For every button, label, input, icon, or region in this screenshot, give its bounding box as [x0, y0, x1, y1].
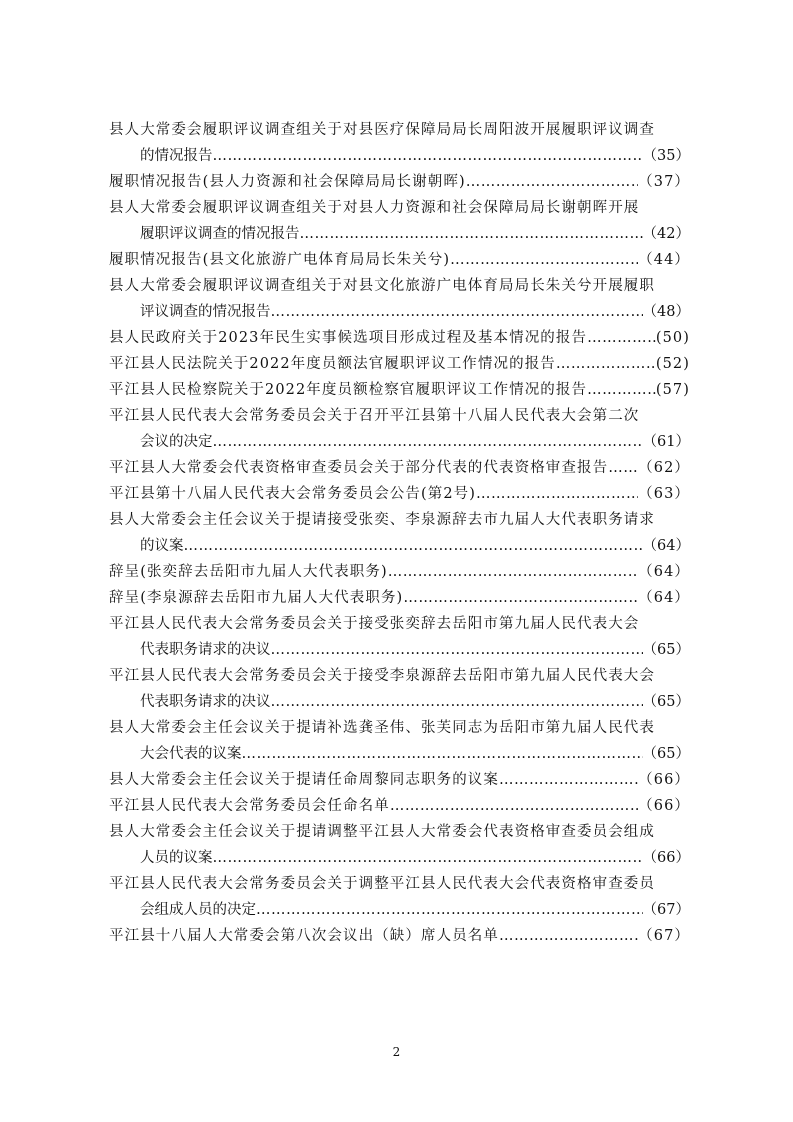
- toc-entry-text: 平江县第十八届人民代表大会常务委员会公告(第2号): [109, 486, 477, 502]
- toc-entry[interactable]: [109, 325, 690, 351]
- dot-leader: [271, 299, 643, 325]
- toc-entry[interactable]: [109, 715, 690, 767]
- toc-entry-page: （66）: [638, 772, 690, 788]
- toc-entry-title: [109, 585, 690, 611]
- toc-entry-page: （67）: [638, 928, 690, 944]
- toc-entry-title: [109, 923, 690, 949]
- toc-entry[interactable]: [109, 377, 690, 403]
- toc-entry-page: （65）: [642, 642, 690, 658]
- toc-entry-title: [109, 325, 690, 351]
- dot-leader: [499, 923, 638, 949]
- toc-entry-title: [109, 195, 690, 221]
- toc-entry-title-continued: [109, 533, 690, 559]
- toc-entry-title: [109, 377, 690, 403]
- toc-entry-text: 的情况报告: [140, 148, 213, 164]
- toc-entry-page: （42）: [642, 226, 690, 242]
- toc-entry-text: 县人大常委会主任会议关于提请调整平江县人大常委会代表资格审查委员会组成: [109, 824, 655, 840]
- dot-leader: [390, 793, 638, 819]
- toc-entry[interactable]: [109, 117, 690, 169]
- toc-entry-text: 平江县人民代表大会常务委员会任命名单: [109, 798, 390, 814]
- toc-entry-page: （66）: [638, 798, 690, 814]
- dot-leader: [476, 481, 638, 507]
- toc-entry-title-continued: [109, 143, 690, 169]
- dot-leader: [450, 247, 638, 273]
- toc-entry-text: 履职情况报告(县文化旅游广电体育局局长朱关兮): [109, 252, 451, 268]
- toc-entry-page: （61）: [642, 434, 690, 450]
- toc-entry-text: 县人大常委会主任会议关于提请补选龚圣伟、张芙同志为岳阳市第九届人民代表: [109, 720, 655, 736]
- toc-entry-page: （66）: [642, 850, 690, 866]
- toc-entry-page: （65）: [642, 694, 690, 710]
- toc-entry-text: 履职情况报告(县人力资源和社会保障局局长谢朝晖): [109, 174, 466, 190]
- toc-entry-text: 评议调查的情况报告: [140, 304, 271, 320]
- toc-entry-text: 会组成人员的决定: [140, 902, 256, 918]
- dot-leader: [556, 351, 656, 377]
- toc-entry[interactable]: [109, 195, 690, 247]
- toc-entry[interactable]: [109, 481, 690, 507]
- toc-entry-text: 的议案: [140, 538, 184, 554]
- toc-entry-text: 会议的决定: [140, 434, 213, 450]
- toc-entry[interactable]: [109, 403, 690, 455]
- dot-leader: [184, 533, 643, 559]
- dot-leader: [403, 585, 638, 611]
- toc-entry-title: [109, 793, 690, 819]
- toc-entry-title: [109, 871, 690, 897]
- toc-entry-title-continued: [109, 299, 690, 325]
- toc-entry[interactable]: [109, 793, 690, 819]
- toc-entry-page: （35）: [642, 148, 690, 164]
- toc-entry-title: [109, 767, 690, 793]
- toc-entry-text: 辞呈(张奕辞去岳阳市九届人大代表职务): [109, 564, 388, 580]
- toc-entry-text: 平江县人民法院关于2022年度员额法官履职评议工作情况的报告: [109, 356, 556, 372]
- toc-entry-page: （62）: [638, 460, 690, 476]
- toc-entry-text: 代表职务请求的决议: [140, 642, 271, 658]
- toc-entry-title: [109, 819, 690, 845]
- dot-leader: [587, 377, 656, 403]
- toc-entry-title-continued: [109, 741, 690, 767]
- toc-entry-page: （37）: [638, 174, 690, 190]
- toc-entry-title: [109, 611, 690, 637]
- toc-entry-page: （64）: [638, 564, 690, 580]
- toc-entry-text: 大会代表的议案: [140, 746, 242, 762]
- toc-entry[interactable]: [109, 663, 690, 715]
- toc-entry[interactable]: [109, 923, 690, 949]
- toc-entry-text: 平江县人民代表大会常务委员会关于召开平江县第十八届人民代表大会第二次: [109, 408, 640, 424]
- toc-entry[interactable]: [109, 819, 690, 871]
- dot-leader: [388, 559, 638, 585]
- toc-entry[interactable]: [109, 611, 690, 663]
- toc-entry-text: 县人大常委会主任会议关于提请任命周黎同志职务的议案: [109, 772, 499, 788]
- toc-entry-page: （64）: [642, 538, 690, 554]
- toc-entry-title: [109, 247, 690, 273]
- toc-entry-title-continued: [109, 897, 690, 923]
- dot-leader: [300, 221, 643, 247]
- dot-leader: [256, 897, 643, 923]
- toc-entry-title: [109, 169, 690, 195]
- dot-leader: [608, 455, 638, 481]
- dot-leader: [499, 767, 638, 793]
- toc-entry-text: 平江县人民代表大会常务委员会关于接受李泉源辞去岳阳市第九届人民代表大会: [109, 668, 655, 684]
- toc-entry-text: 平江县人民代表大会常务委员会关于调整平江县人民代表大会代表资格审查委员: [109, 876, 655, 892]
- toc-entry-text: 履职评议调查的情况报告: [140, 226, 300, 242]
- toc-entry-text: 代表职务请求的决议: [140, 694, 271, 710]
- toc-entry-title-continued: [109, 845, 690, 871]
- toc-entry-text: 平江县人大常委会代表资格审查委员会关于部分代表的代表资格审查报告: [109, 460, 609, 476]
- toc-entry-title: [109, 351, 690, 377]
- toc-entry-page: （65）: [642, 746, 690, 762]
- toc-entry-text: 平江县人民代表大会常务委员会关于接受张奕辞去岳阳市第九届人民代表大会: [109, 616, 640, 632]
- toc-entry[interactable]: [109, 871, 690, 923]
- toc-entry-title-continued: [109, 429, 690, 455]
- toc-entry-title: [109, 455, 690, 481]
- dot-leader: [271, 637, 643, 663]
- toc-entry-page: （48）: [642, 304, 690, 320]
- toc-entry-title: [109, 481, 690, 507]
- toc-entry-text: 县人民政府关于2023年民生实事候选项目形成过程及基本情况的报告: [109, 330, 588, 346]
- toc-entry-title: [109, 715, 690, 741]
- toc-entry-title: [109, 507, 690, 533]
- toc-entry-text: 平江县人民检察院关于2022年度员额检察官履职评议工作情况的报告: [109, 382, 588, 398]
- toc-entry[interactable]: [109, 767, 690, 793]
- toc-entry-title: [109, 273, 690, 299]
- toc-entry[interactable]: [109, 455, 690, 481]
- toc-entry[interactable]: [109, 247, 690, 273]
- toc-entry-page: （44）: [638, 252, 690, 268]
- toc-entry-page: （63）: [638, 486, 690, 502]
- table-of-contents: [109, 117, 690, 949]
- toc-entry-text: 平江县十八届人大常委会第八次会议出（缺）席人员名单: [109, 928, 499, 944]
- dot-leader: [466, 169, 638, 195]
- toc-entry-title: [109, 117, 690, 143]
- toc-entry-text: 辞呈(李泉源辞去岳阳市九届人大代表职务): [109, 590, 404, 606]
- toc-entry-text: 县人大常委会主任会议关于提请接受张奕、李泉源辞去市九届人大代表职务请求: [109, 512, 655, 528]
- toc-entry-text: 县人大常委会履职评议调查组关于对县人力资源和社会保障局局长谢朝晖开展: [109, 200, 640, 216]
- page-number: 2: [392, 1045, 401, 1059]
- toc-entry-title-continued: [109, 689, 690, 715]
- toc-entry[interactable]: [109, 273, 690, 325]
- dot-leader: [213, 143, 643, 169]
- toc-entry[interactable]: [109, 559, 690, 585]
- toc-entry-page: （64）: [638, 590, 690, 606]
- dot-leader: [587, 325, 656, 351]
- toc-entry[interactable]: [109, 351, 690, 377]
- toc-entry-page: (57): [655, 382, 690, 398]
- toc-entry[interactable]: [109, 169, 690, 195]
- toc-entry[interactable]: [109, 585, 690, 611]
- toc-entry-title-continued: [109, 221, 690, 247]
- toc-entry-text: 县人大常委会履职评议调查组关于对县医疗保障局局长周阳波开展履职评议调查: [109, 122, 655, 138]
- dot-leader: [242, 741, 643, 767]
- dot-leader: [213, 845, 643, 871]
- toc-entry-title-continued: [109, 637, 690, 663]
- toc-entry-text: 人员的议案: [140, 850, 213, 866]
- toc-entry-title: [109, 663, 690, 689]
- dot-leader: [213, 429, 643, 455]
- toc-entry[interactable]: [109, 507, 690, 559]
- toc-entry-page: (52): [655, 356, 690, 372]
- toc-entry-title: [109, 559, 690, 585]
- toc-entry-text: 县人大常委会履职评议调查组关于对县文化旅游广电体育局局长朱关兮开展履职: [109, 278, 655, 294]
- dot-leader: [271, 689, 643, 715]
- toc-entry-page: （67）: [642, 902, 690, 918]
- toc-entry-title: [109, 403, 690, 429]
- toc-entry-page: (50): [655, 330, 690, 346]
